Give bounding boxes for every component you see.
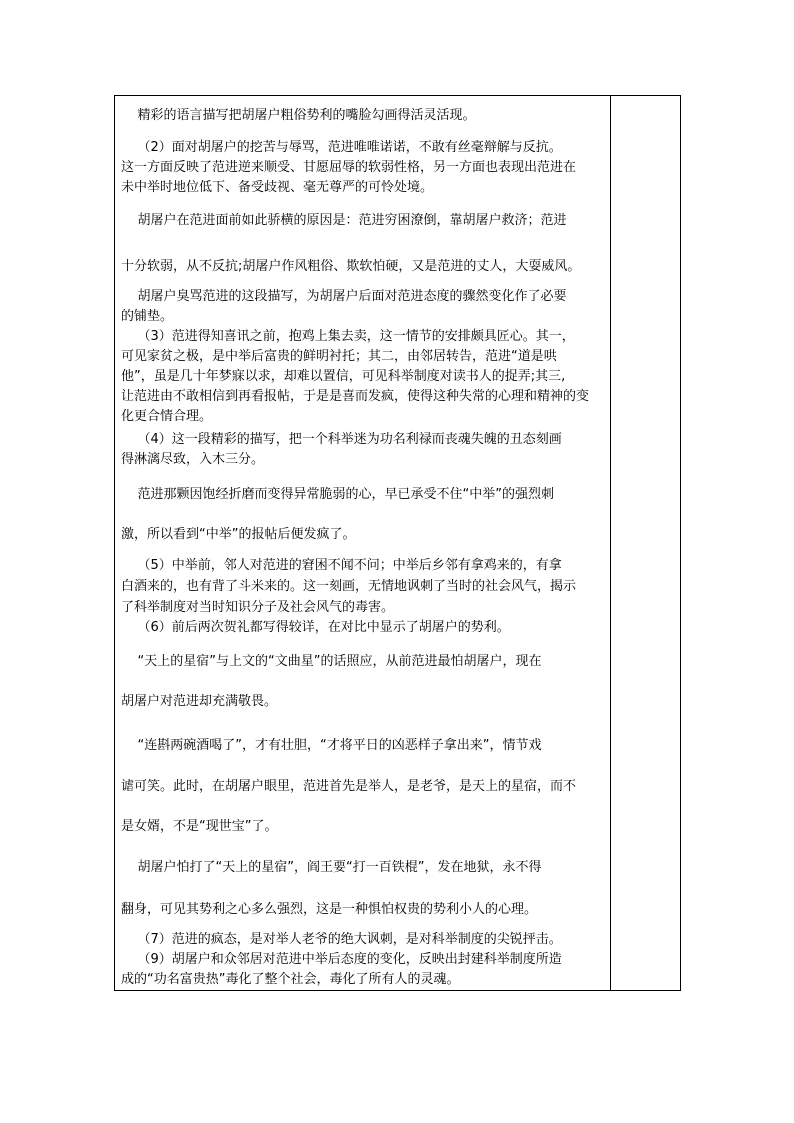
text-line: 了科举制度对当时知识分子及社会风气的毒害。: [121, 600, 395, 615]
text-line: （5）中举前，邻人对范进的窘困不闻不问；中举后乡邻有拿鸡来的，有拿: [121, 558, 562, 573]
text-line: 范进那颗因饱经折磨而变得异常脆弱的心，早已承受不住“中举”的强烈刺: [121, 487, 554, 502]
text-line: 可见家贫之极，是中举后富贵的鲜明衬托；其二，由邻居转告，范进“道是哄: [121, 349, 557, 364]
text-line: 的铺垫。: [121, 309, 174, 324]
text-line: “天上的星宿”与上文的“文曲星”的话照应，从前范进最怕胡屠户，现在: [121, 654, 542, 669]
text-line: 让范进由不敢相信到再看报帖，于是是喜而发疯，使得这种失常的心理和精神的变: [121, 389, 590, 404]
text-line: 得淋漓尽致，入木三分。: [121, 452, 265, 467]
text-line: 精彩的语言描写把胡屠户粗俗势利的嘴脸勾画得活灵活现。: [121, 108, 476, 123]
text-line: （4）这一段精彩的描写，把一个科举迷为功名利禄而丧魂失魄的丑态刻画: [121, 432, 562, 447]
text-line: （6）前后两次贺礼都写得较详，在对比中显示了胡屠户的势利。: [121, 620, 510, 635]
column-divider: [610, 96, 611, 990]
text-line: 谑可笑。此时，在胡屠户眼里，范进首先是举人，是老爷，是天上的星宿，而不: [121, 779, 577, 794]
text-line: 白酒来的，也有背了斗米来的。这一刻画，无情地讽刺了当时的社会风气，揭示: [121, 579, 577, 594]
text-line: （7）范进的疯态，是对举人老爷的绝大讽刺，是对科举制度的尖锐抨击。: [121, 932, 562, 947]
text-line: （3）范进得知喜讯之前，抱鸡上集去卖，这一情节的安排颇具匠心。其一，: [121, 329, 575, 344]
text-line: 胡屠户臭骂范进的这段描写，为胡屠户后面对范进态度的骤然变化作了必要: [121, 289, 567, 304]
text-line: （2）面对胡屠户的挖苦与辱骂，范进唯唯诺诺，不敢有丝毫辩解与反抗。: [121, 140, 562, 155]
text-line: 未中举时地位低下、备受歧视、毫无尊严的可怜处境。: [121, 180, 434, 195]
content-table: [114, 95, 681, 991]
text-line: 十分软弱，从不反抗;胡屠户作风粗俗、欺软怕硬，又是范进的丈人，大耍威风。: [121, 259, 581, 274]
text-line: 是女婿，不是“现世宝”了。: [121, 819, 278, 834]
text-line: “连斟两碗酒喝了”，才有壮胆，“才将平日的凶恶样子拿出来”，情节戏: [121, 738, 542, 753]
text-line: 成的“功名富贵热”毒化了整个社会，毒化了所有人的灵魂。: [121, 972, 460, 987]
text-line: 他”，虽是几十年梦寐以求，却难以置信，可见科举制度对读书人的捉弄;其三,: [121, 369, 566, 384]
text-line: 胡屠户对范进却充满敬畏。: [121, 694, 278, 709]
text-line: 激，所以看到“中举”的报帖后便发疯了。: [121, 527, 356, 542]
text-line: 这一方面反映了范进逆来顺受、甘愿屈辱的软弱性格，另一方面也表现出范进在: [121, 160, 577, 175]
text-line: 胡屠户怕打了“天上的星宿”，阎王要“打一百铁棍”，发在地狱，永不得: [121, 860, 542, 875]
text-line: 翻身，可见其势利之心多么强烈，这是一种惧怕权贵的势利小人的心理。: [121, 902, 538, 917]
text-line: 胡屠户在范进面前如此骄横的原因是：范进穷困潦倒，靠胡屠户救济；范进: [121, 213, 567, 228]
text-line: （9）胡屠户和众邻居对范进中举后态度的变化，反映出封建科举制度所造: [121, 952, 562, 967]
text-line: 化更合情合理。: [121, 409, 213, 424]
